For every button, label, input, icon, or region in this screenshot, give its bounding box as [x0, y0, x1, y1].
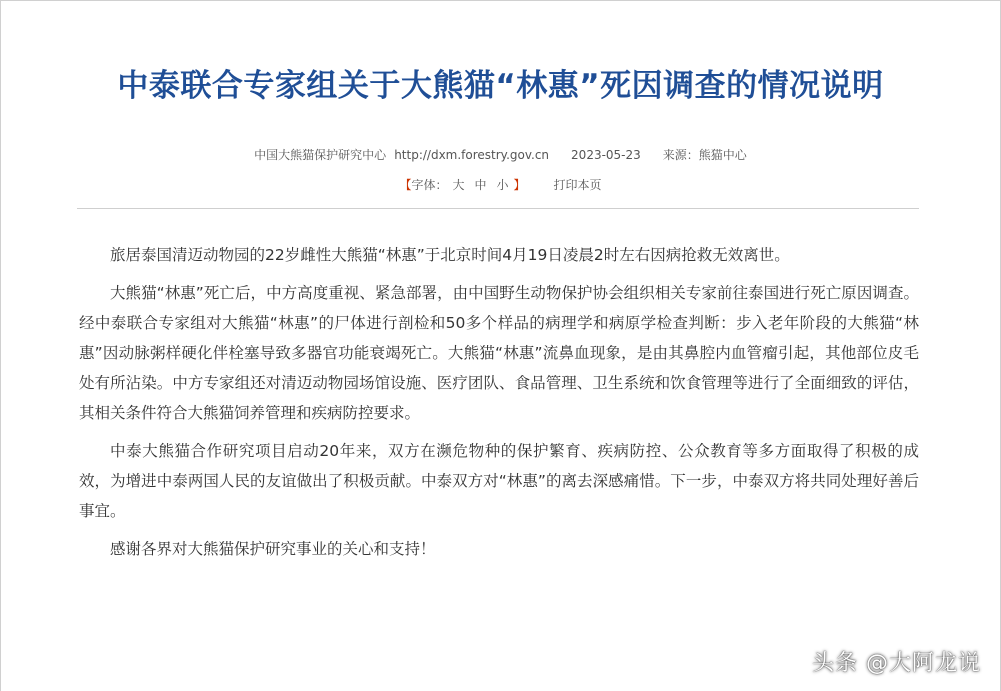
- article-title: 中泰联合专家组关于大熊猫“林惠”死因调查的情况说明: [117, 68, 884, 104]
- meta-date: 2023-05-23: [571, 148, 641, 162]
- body-paragraph: 旅居泰国清迈动物园的22岁雌性大熊猫“林惠”于北京时间4月19日凌晨2时左右因病抢救无效离世。: [110, 246, 790, 264]
- meta-source: 来源：熊猫中心: [662, 148, 747, 162]
- meta-url-link[interactable]: http://dxm.forestry.gov.cn: [394, 148, 550, 162]
- bracket-close: 】: [513, 178, 526, 192]
- body-paragraph: 大熊猫“林惠”死亡后，中方高度重视、紧急部署，由中国野生动物保护协会组织相关专家前往泰国进行死亡原因调查。经中泰联合专家组对大熊猫“林惠”的尸体进行剖检和50多个样品的病理学和病原学检查判断：步入老年阶段的大熊猫“林惠”因动脉粥样硬化伴栓塞导致多器官功能衰竭死亡。大熊猫“林惠”流鼻血现象，是由其鼻腔内血管瘤引起，其他部位皮毛处有所沾染。中方专家组还对清迈动物园场馆设施、医疗团队、食品管理、卫生系统和饮食管理等进行了全面细致的评估，其相关条件符合大熊猫饲养管理和疾病防控要求。: [79, 284, 919, 422]
- font-size-small-link[interactable]: 小: [496, 178, 509, 192]
- article-tools: [0, 176, 1001, 194]
- meta-publisher: 中国大熊猫保护研究中心: [254, 148, 387, 162]
- font-size-medium-link[interactable]: 中: [474, 178, 487, 192]
- body-paragraph: 中泰大熊猫合作研究项目启动20年来，双方在濒危物种的保护繁育、疾病防控、公众教育等多方面取得了积极的成效，为增进中泰两国人民的友谊做出了积极贡献。中泰双方对“林惠”的离去深感痛惜。下一步，中泰双方将共同处理好善后事宜。: [79, 442, 919, 520]
- print-page-link[interactable]: 打印本页: [553, 178, 602, 192]
- article-meta: [0, 146, 1001, 164]
- frame-border-top: [0, 0, 1001, 1]
- bracket-open: 【: [399, 178, 412, 192]
- header-divider: [77, 208, 919, 209]
- article-body: [79, 240, 919, 572]
- font-size-large-link[interactable]: 大: [452, 178, 465, 192]
- body-paragraph: 感谢各界对大熊猫保护研究事业的关心和支持！: [110, 540, 436, 558]
- source-watermark: 头条 @大阿龙说: [812, 651, 981, 676]
- font-size-label: 字体：: [411, 178, 448, 192]
